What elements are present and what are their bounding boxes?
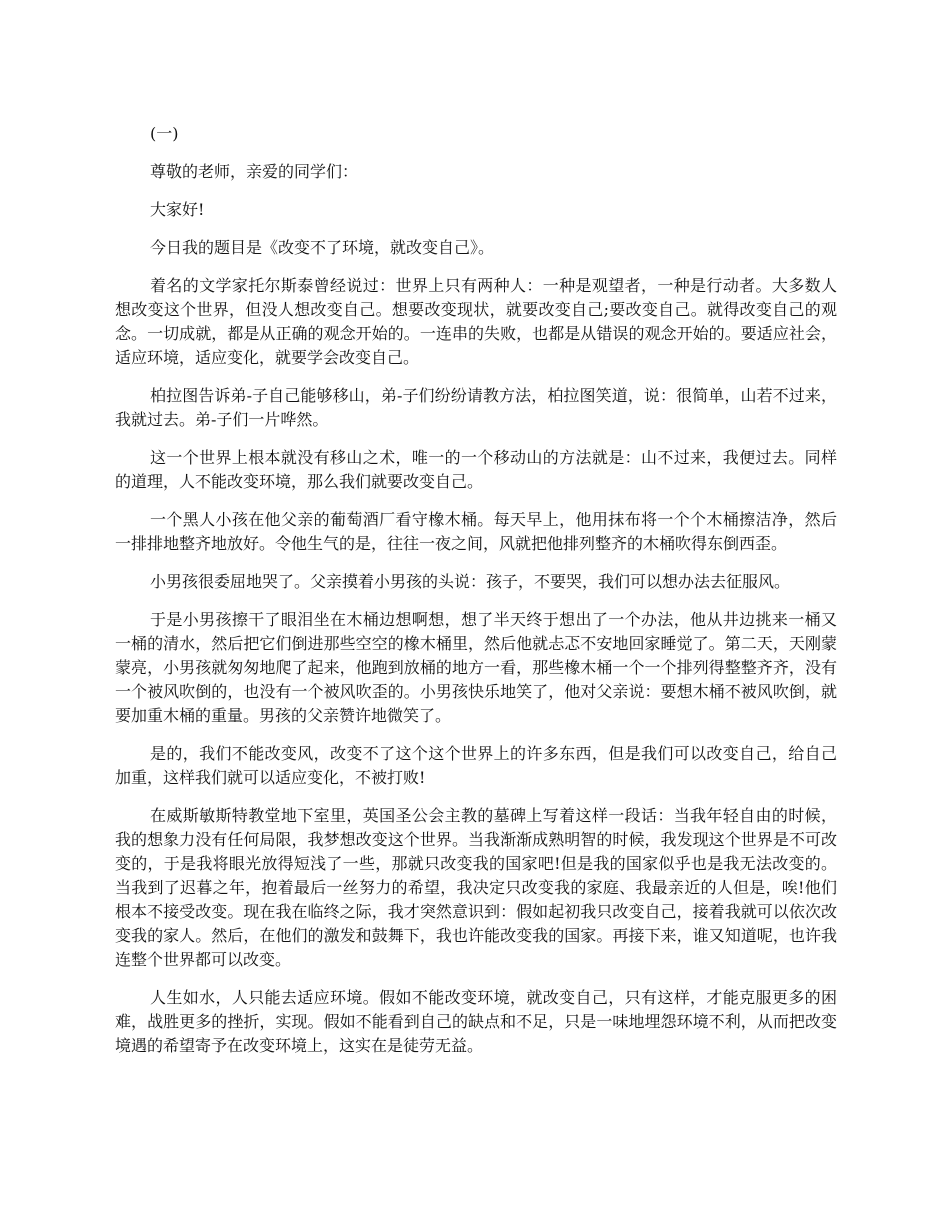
body-paragraph: 一个黑人小孩在他父亲的葡萄酒厂看守橡木桶。每天早上，他用抹布将一个个木桶擦洁净，然后一排排地整齐地放好。令他生气的是，往往一夜之间，风就把他排列整齐的木桶吹得东倒西歪。 <box>115 510 837 553</box>
body-paragraph: 柏拉图告诉弟-子自己能够移山，弟-子们纷纷请教方法，柏拉图笑道，说：很简单，山若不过来，我就过去。弟-子们一片哗然。 <box>115 386 837 429</box>
salutation: 尊敬的老师，亲爱的同学们： <box>150 162 359 181</box>
body-paragraph: 在威斯敏斯特教堂地下室里，英国圣公会主教的墓碑上写着这样一段话：当我年轻自由的时候，我的想象力没有任何局限，我梦想改变这个世界。当我渐渐成熟明智的时候，我发现这个世界是不可改变的，于是我将眼光放得短浅了一些，那就只改变我的国家吧!但是我的国家似乎也是我无法改变的。当我到了迟暮之年，抱着最后一丝努力的希望，我决定只改变我的家庭、我最亲近的人但是，唉!他们根本不接受改变。现在我在临终之际，我才突然意识到：假如起初我只改变自己，接着我就可以依次改变我的家人。然后，在他们的激发和鼓舞下，我也许能改变我的国家。再接下来，谁又知道呢，也许我连整个世界都可以改变。 <box>115 806 837 969</box>
section-heading: (一) <box>150 124 179 143</box>
body-paragraph: 小男孩很委屈地哭了。父亲摸着小男孩的头说：孩子，不要哭，我们可以想办法去征服风。 <box>150 572 791 591</box>
greeting: 大家好! <box>150 200 205 219</box>
body-paragraph: 于是小男孩擦干了眼泪坐在木桶边想啊想，想了半天终于想出了一个办法，他从井边挑来一桶又一桶的清水，然后把它们倒进那些空空的橡木桶里，然后他就忐忑不安地回家睡觉了。第二天，天刚蒙蒙亮，小男孩就匆匆地爬了起来，他跑到放桶的地方一看，那些橡木桶一个一个排列得整整齐齐，没有一个被风吹倒的，也没有一个被风吹歪的。小男孩快乐地笑了，他对父亲说：要想木桶不被风吹倒，就要加重木桶的重量。男孩的父亲赞许地微笑了。 <box>115 610 837 725</box>
body-paragraph: 是的，我们不能改变风，改变不了这个这个世界上的许多东西，但是我们可以改变自己，给自己加重，这样我们就可以适应变化，不被打败! <box>115 744 837 787</box>
body-paragraph: 人生如水，人只能去适应环境。假如不能改变环境，就改变自己，只有这样，才能克服更多的困难，战胜更多的挫折，实现。假如不能看到自己的缺点和不足，只是一味地埋怨环境不利，从而把改变境遇的希望寄予在改变环境上，这实在是徒劳无益。 <box>115 988 837 1055</box>
topic-paragraph: 今日我的题目是《改变不了环境，就改变自己》。 <box>150 238 495 257</box>
body-paragraph: 这一个世界上根本就没有移山之术，唯一的一个移动山的方法就是：山不过来，我便过去。同样的道理，人不能改变环境，那么我们就要改变自己。 <box>115 448 837 491</box>
body-paragraph: 着名的文学家托尔斯泰曾经说过：世界上只有两种人：一种是观望者，一种是行动者。大多数人想改变这个世界，但没人想改变自己。想要改变现状，就要改变自己;要改变自己。就得改变自己的观念。一切成就，都是从正确的观念开始的。一连串的失败，也都是从错误的观念开始的。要适应社会，适应环境，适应变化，就要学会改变自己。 <box>115 276 837 367</box>
document-page <box>115 122 837 1072</box>
